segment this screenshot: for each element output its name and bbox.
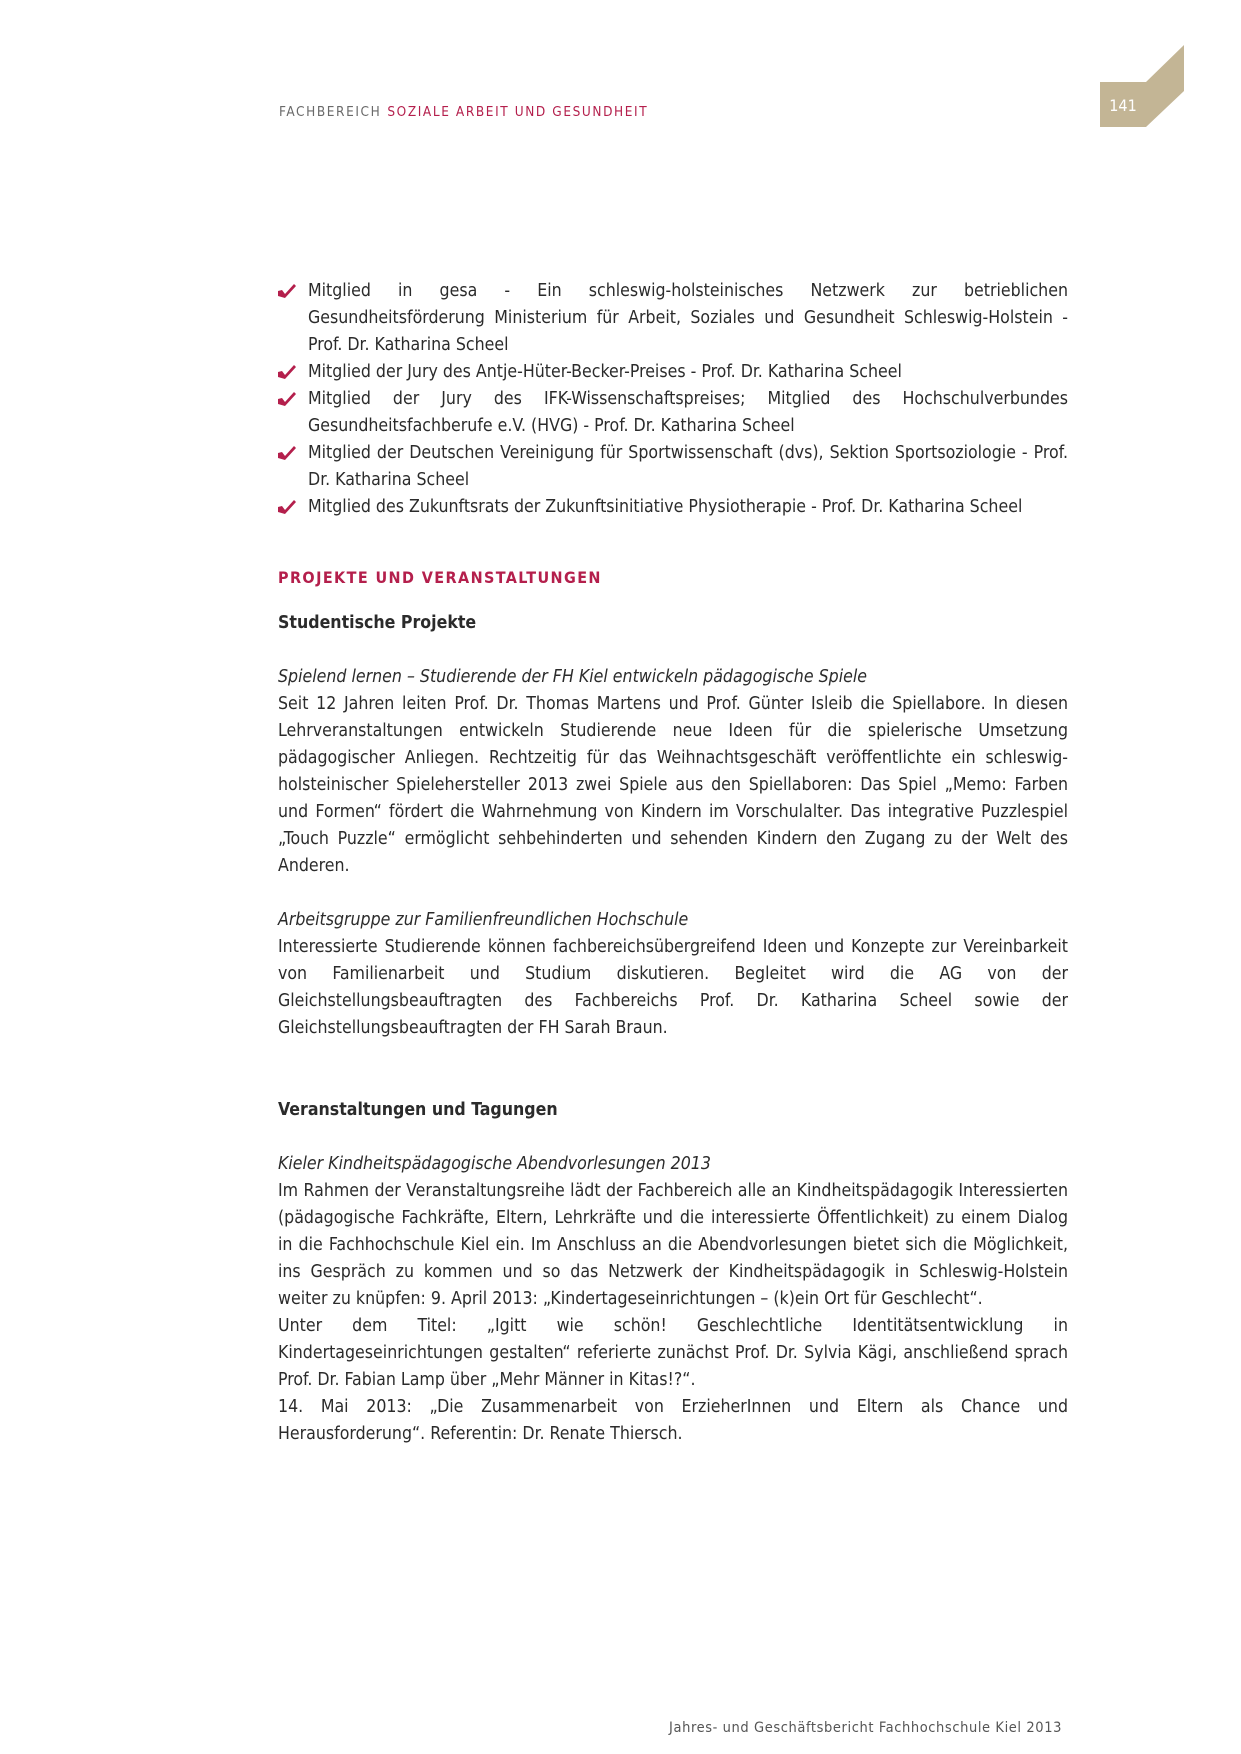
article-body xyxy=(278,1178,1068,1448)
article-title: Arbeitsgruppe zur Familienfreundlichen Hochschule xyxy=(278,910,689,930)
section-heading: PROJEKTE UND VERANSTALTUNGEN xyxy=(278,568,602,587)
main-content xyxy=(278,278,1068,1448)
list-item-text: Mitglied der Jury des IFK-Wissenschaftspreises; Mitglied des Hochschulverbundes Gesundheitsfachberufe e.V. (HVG) - Prof. Dr. Katharina Scheel xyxy=(308,389,1068,436)
list-item-text: Mitglied der Deutschen Vereinigung für Sportwissenschaft (dvs), Sektion Sportsoziologie - Prof. Dr. Katharina Scheel xyxy=(308,443,1068,490)
checkmark-icon xyxy=(278,365,296,379)
list-item xyxy=(278,359,1068,386)
list-item xyxy=(278,386,1068,440)
paragraph: 14. Mai 2013: „Die Zusammenarbeit von ErzieherInnen und Eltern als Chance und Herausforderung“. Referentin: Dr. Renate Thiersch. xyxy=(278,1397,1068,1444)
list-item xyxy=(278,440,1068,494)
list-item xyxy=(278,494,1068,521)
paragraph: Interessierte Studierende können fachbereichsübergreifend Ideen und Konzepte zur Vereinbarkeit von Familienarbeit und Studium diskutieren. Begleitet wird die AG von der Gleichstellungsbeauftragten des Fachbereichs Prof. Dr. Katharina Scheel sowie der Gleichstellungsbeauftragten der FH Sarah Braun. xyxy=(278,937,1068,1038)
article-spielend-lernen xyxy=(278,664,1068,880)
checkmark-icon xyxy=(278,500,296,514)
list-item xyxy=(278,278,1068,359)
page-number: 141 xyxy=(1109,96,1137,115)
running-footer: Jahres- und Geschäftsbericht Fachhochschule Kiel 2013 xyxy=(669,1720,1062,1736)
subheading-events: Veranstaltungen und Tagungen xyxy=(278,1100,558,1120)
list-item-text: Mitglied in gesa - Ein schleswig-holsteinisches Netzwerk zur betrieblichen Gesundheitsförderung Ministerium für Arbeit, Soziales und Gesundheit Schleswig-Holstein - Prof. Dr. Katharina Scheel xyxy=(308,281,1068,355)
list-item-text: Mitglied des Zukunftsrats der Zukunftsinitiative Physiotherapie - Prof. Dr. Katharina Scheel xyxy=(308,497,1023,517)
subheading-student-projects: Studentische Projekte xyxy=(278,613,477,633)
article-body xyxy=(278,934,1068,1042)
article-familienfreundliche-hochschule xyxy=(278,907,1068,1042)
paragraph: Seit 12 Jahren leiten Prof. Dr. Thomas Martens und Prof. Günter Isleib die Spiellabore. In diesen Lehrveranstaltungen entwickeln Studierende neue Ideen für die spielerische Umsetzung pädagogischer Anliegen. Rechtzeitig für das Weihnachtsgeschäft veröffentlichte ein schleswig-holsteinischer Spielehersteller 2013 zwei Spiele aus den Spiellaboren: Das Spiel „Memo: Farben und Formen“ fördert die Wahrnehmung von Kindern im Vorschulalter. Das integrative Puzzlespiel „Touch Puzzle“ ermöglicht sehbehinderten und sehenden Kindern den Zugang zu der Welt des Anderen. xyxy=(278,694,1068,876)
article-body xyxy=(278,691,1068,880)
paragraph: Im Rahmen der Veranstaltungsreihe lädt der Fachbereich alle an Kindheitspädagogik Interessierten (pädagogische Fachkräfte, Eltern, Lehrkräfte und die interessierte Öffentlichkeit) zu einem Dialog in die Fachhochschule Kiel ein. Im Anschluss an die Abendvorlesungen bietet sich die Möglichkeit, ins Gespräch zu kommen und so das Netzwerk der Kindheitspädagogik in Schleswig-Holstein weiter zu knüpfen: 9. April 2013: „Kindertageseinrichtungen – (k)ein Ort für Geschlecht“. xyxy=(278,1181,1068,1309)
running-header xyxy=(279,104,648,120)
checkmark-icon xyxy=(278,446,296,460)
article-title: Spielend lernen – Studierende der FH Kiel entwickeln pädagogische Spiele xyxy=(278,667,867,687)
checkmark-icon xyxy=(278,392,296,406)
header-section: SOZIALE ARBEIT UND GESUNDHEIT xyxy=(387,104,649,120)
checkmark-icon xyxy=(278,284,296,298)
article-abendvorlesungen xyxy=(278,1151,1068,1448)
membership-list xyxy=(278,278,1068,521)
header-prefix: FACHBEREICH xyxy=(279,104,382,120)
list-item-text: Mitglied der Jury des Antje-Hüter-Becker-Preises - Prof. Dr. Katharina Scheel xyxy=(308,362,902,382)
article-title: Kieler Kindheitspädagogische Abendvorlesungen 2013 xyxy=(278,1154,711,1174)
paragraph: Unter dem Titel: „Igitt wie schön! Geschlechtliche Identitätsentwicklung in Kindertageseinrichtungen gestalten“ referierte zunächst Prof. Dr. Sylvia Kägi, anschließend sprach Prof. Dr. Fabian Lamp über „Mehr Männer in Kitas!?“. xyxy=(278,1316,1068,1390)
